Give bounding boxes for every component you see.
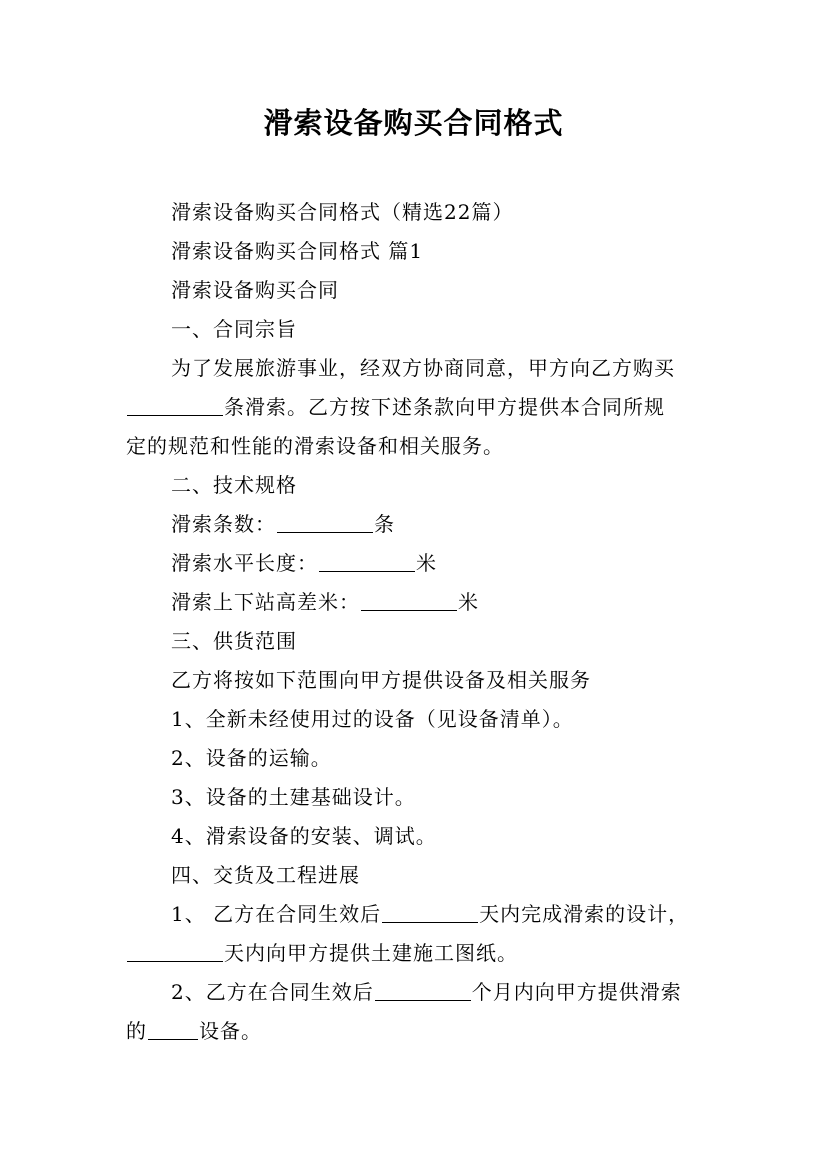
- list-item: 2、设备的运输。: [171, 746, 332, 770]
- list-item: 3、设备的土建基础设计。: [171, 785, 416, 809]
- fill-blank: [127, 395, 223, 416]
- spec-unit: 条: [374, 512, 395, 536]
- spec-unit: 米: [416, 551, 437, 575]
- list-item: 4、滑索设备的安装、调试。: [171, 824, 437, 848]
- paragraph-text: 乙方将按如下范围向甲方提供设备及相关服务: [171, 668, 591, 692]
- list-item: [171, 979, 682, 1005]
- article-heading: 滑索设备购买合同格式 篇1: [171, 239, 424, 263]
- section-heading-delivery: 四、交货及工程进展: [171, 863, 360, 887]
- fill-blank: [375, 980, 471, 1001]
- list-item-text: 天内向甲方提供土建施工图纸。: [224, 941, 518, 965]
- fill-blank: [361, 590, 457, 611]
- section-heading-specs: 二、技术规格: [171, 473, 297, 497]
- fill-blank: [382, 902, 478, 923]
- paragraph-text: 定的规范和性能的滑索设备和相关服务。: [126, 434, 504, 458]
- fill-blank: [127, 941, 223, 962]
- document-title: 滑索设备购买合同格式: [263, 106, 564, 140]
- list-item-continuation: [126, 940, 518, 966]
- contract-name: 滑索设备购买合同: [171, 278, 339, 302]
- spec-label: 滑索上下站高差米：: [171, 590, 360, 614]
- fill-blank: [319, 551, 415, 572]
- subtitle-selection: 滑索设备购买合同格式（精选22篇）: [171, 200, 514, 224]
- spec-line-height: [171, 589, 479, 615]
- fill-blank: [148, 1019, 198, 1040]
- spec-label: 滑索条数：: [171, 512, 276, 536]
- paragraph-text: [126, 394, 665, 420]
- list-item-continuation: [126, 1018, 262, 1044]
- fill-blank: [277, 512, 373, 533]
- list-item-text: 的: [126, 1019, 147, 1043]
- spec-line-count: [171, 511, 395, 537]
- list-item: 1、全新未经使用过的设备（见设备清单）。: [171, 707, 574, 731]
- list-item-text: 设备。: [199, 1019, 262, 1043]
- list-item-text: 1、 乙方在合同生效后: [171, 902, 382, 926]
- section-heading-scope: 三、供货范围: [171, 629, 297, 653]
- paragraph-text-fragment: 条滑索。乙方按下述条款向甲方提供本合同所规: [224, 395, 665, 419]
- list-item-text: 天内完成滑索的设计，: [479, 902, 690, 926]
- list-item-text: 2、乙方在合同生效后: [171, 980, 374, 1004]
- spec-label: 滑索水平长度：: [171, 551, 318, 575]
- spec-unit: 米: [458, 590, 479, 614]
- paragraph-text: 为了发展旅游事业，经双方协商同意，甲方向乙方购买: [171, 356, 675, 380]
- spec-line-length: [171, 550, 437, 576]
- list-item-text: 个月内向甲方提供滑索: [471, 980, 682, 1004]
- section-heading-purpose: 一、合同宗旨: [171, 317, 297, 341]
- list-item: [171, 901, 689, 927]
